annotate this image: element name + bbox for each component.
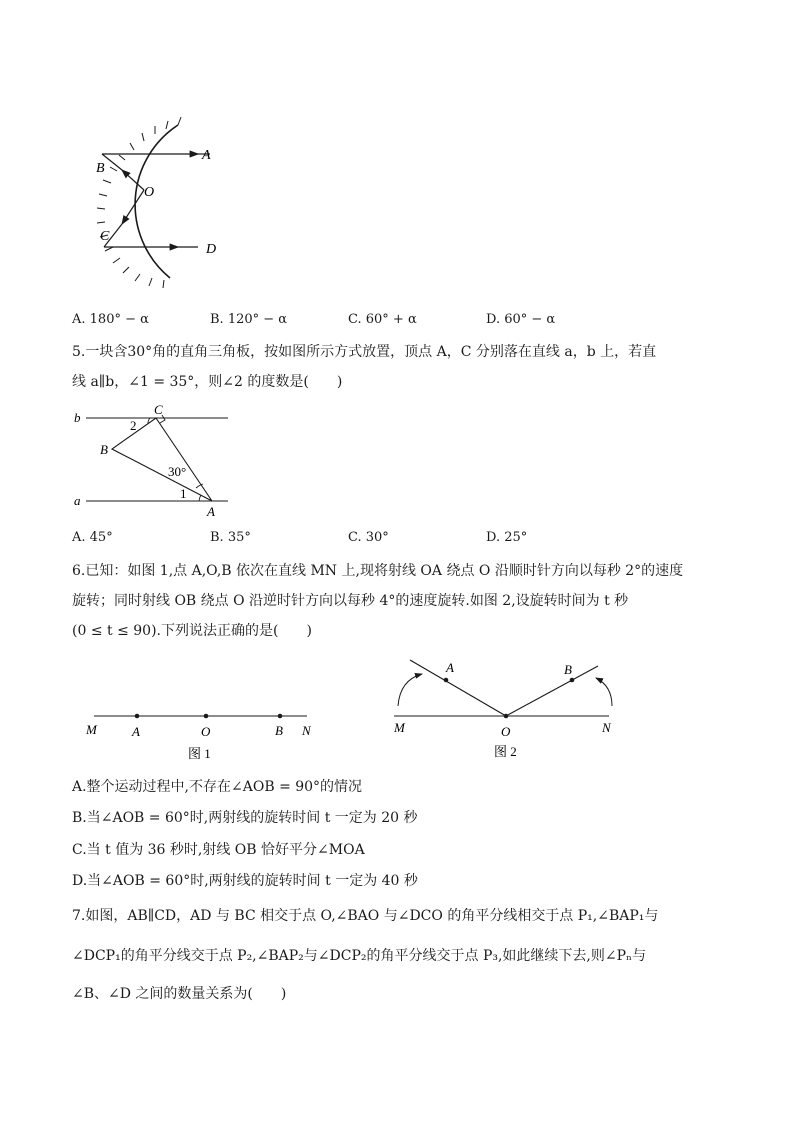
q4-mirror-figure [60,110,260,290]
triangle-ABC [112,418,212,501]
ray-OC [122,190,144,224]
q4-option-a[interactable]: A. 180° − α [72,312,149,327]
q4-option-c[interactable]: C. 60° + α [348,312,417,327]
label-N: N [302,723,311,738]
caption: 图 2 [494,744,517,759]
q6-stem-line3: (0 ≤ t ≤ 90).下列说法正确的是( ) [72,623,312,639]
label-A: A [202,148,211,163]
point-A [135,714,140,719]
ray-OA [410,660,506,716]
label-B: B [100,442,108,457]
q6-figure-1 [82,700,327,765]
label-angle2: 2 [130,418,137,433]
label-A: A [446,660,454,675]
q7-stem-line2: ∠DCP₁的角平分线交于点 P₂,∠BAP₂与∠DCP₂的角平分线交于点 P₃,如此继续下去,则∠Pₙ与 [72,948,647,964]
label-B: B [564,662,572,677]
q5-option-b[interactable]: B. 35° [210,530,251,545]
q6-stem-line2: 旋转；同时射线 OB 绕点 O 沿逆时针方向以每秒 4°的速度旋转.如图 2,设旋转时间为 t 秒 [72,593,629,609]
label-angle30: 30° [168,464,187,479]
q6-figure-2 [384,650,624,765]
q6-stem-line1: 6.已知：如图 1,点 A,O,B 依次在直线 MN 上,现将射线 OA 绕点 O 沿顺时针方向以每秒 2°的速度 [72,563,684,579]
q5-triangle-figure [70,400,240,520]
label-M: M [86,722,97,737]
label-A: A [207,504,215,519]
label-C: C [154,402,163,417]
label-O: O [201,724,211,739]
label-O: O [144,185,155,200]
label-O: O [501,724,511,739]
arrow-clockwise [398,674,422,706]
point-A [444,678,449,683]
q6-option-a[interactable]: A.整个运动过程中,不存在∠AOB = 90°的情况 [72,779,363,795]
label-C: C [100,229,110,244]
q5-option-a[interactable]: A. 45° [72,530,113,545]
q4-option-b[interactable]: B. 120° − α [210,312,288,327]
ray-OB [506,666,598,716]
label-a: a [74,493,81,508]
q5-option-d[interactable]: D. 25° [486,530,528,545]
q5-option-c[interactable]: C. 30° [348,530,389,545]
label-A: A [132,724,140,739]
label-N: N [602,720,611,735]
label-B: B [96,161,105,176]
q6-option-d[interactable]: D.当∠AOB = 60°时,两射线的旋转时间 t 一定为 40 秒 [72,873,418,889]
q7-stem-line3: ∠B、∠D 之间的数量关系为( ) [72,986,287,1002]
q7-stem-line1: 7.如图，AB∥CD，AD 与 BC 相交于点 O,∠BAO 与∠DCO 的角平分线相交于点 P₁,∠BAP₁与 [72,908,659,924]
point-B [278,714,283,719]
point-B [570,678,575,683]
caption: 图 1 [188,746,211,761]
label-b: b [74,410,81,425]
q5-stem-line1: 5.一块含30°角的直角三角板，按如图所示方式放置，顶点 A，C 分别落在直线 a，b 上，若直 [72,344,657,360]
q4-option-d[interactable]: D. 60° − α [486,312,556,327]
point-O [204,714,209,719]
q5-stem-line2: 线 a∥b，∠1 = 35°，则∠2 的度数是( ) [72,374,343,390]
q6-option-b[interactable]: B.当∠AOB = 60°时,两射线的旋转时间 t 一定为 20 秒 [72,810,418,826]
label-M: M [394,720,405,735]
label-angle1: 1 [180,486,187,501]
q6-option-c[interactable]: C.当 t 值为 36 秒时,射线 OB 恰好平分∠MOA [72,842,365,858]
label-B: B [275,723,283,738]
mirror-arc [135,125,178,278]
point-O [504,714,509,719]
label-D: D [206,242,217,257]
arrow-counterclockwise [596,678,612,706]
mirror-hatches [97,117,181,288]
